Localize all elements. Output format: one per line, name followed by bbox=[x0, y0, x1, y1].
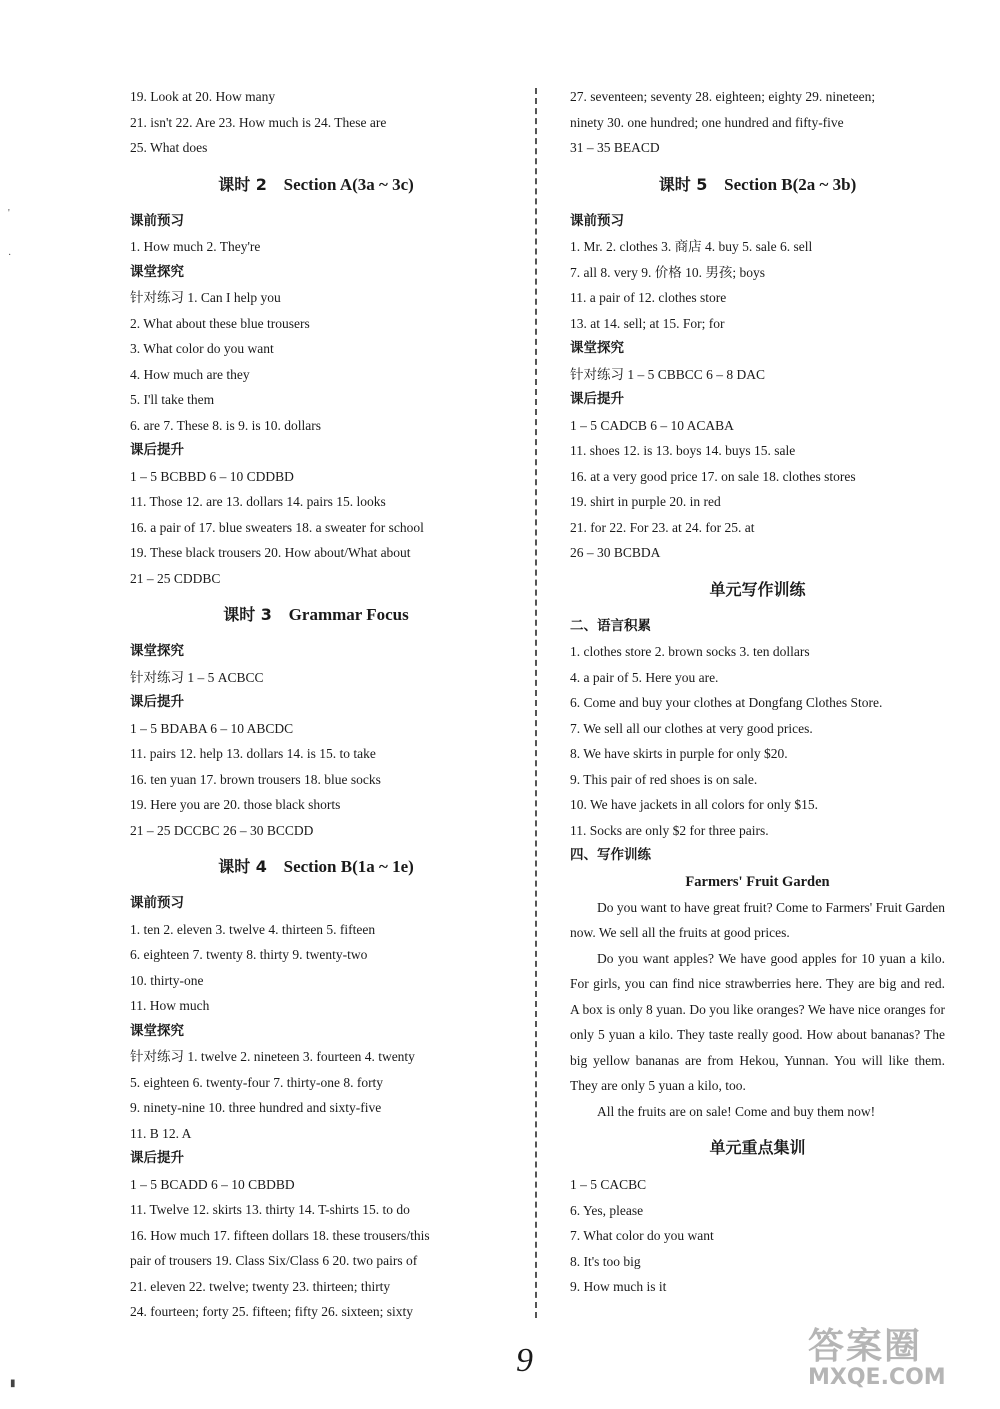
section-heading-writing: 单元写作训练 bbox=[709, 579, 806, 599]
answer-line: 1. How much 2. They're bbox=[130, 239, 261, 254]
answer-line: 25. What does bbox=[130, 140, 208, 155]
section-heading-lesson-4 bbox=[130, 843, 502, 891]
answer-line: 11. B 12. A bbox=[130, 1125, 192, 1141]
answer-line: 21. for 22. For 23. at 24. for 25. at bbox=[570, 519, 755, 535]
section-heading-lesson-3 bbox=[130, 591, 502, 639]
answer-line: 4. a pair of 5. Here you are. bbox=[570, 669, 719, 685]
composition-paragraph: All the fruits are on sale! Come and buy them now! bbox=[597, 1103, 876, 1119]
lesson-label: 课时 3 bbox=[223, 605, 272, 624]
lesson-title: Section B(2a ~ 3b) bbox=[724, 174, 857, 194]
lesson-title: Grammar Focus bbox=[288, 605, 409, 624]
answer-line: 1. Mr. 2. clothes 3. 商店 4. buy 5. sale 6. sell bbox=[570, 239, 813, 254]
sub-heading-preview: 课前预习 bbox=[130, 212, 184, 229]
sub-heading-writing-practice: 四、写作训练 bbox=[570, 847, 651, 863]
answer-line: 8. We have skirts in purple for only $20. bbox=[570, 746, 788, 761]
answer-line: 6. Come and buy your clothes at Dongfang Clothes Store. bbox=[570, 695, 883, 710]
answer-line: 6. eighteen 7. twenty 8. thirty 9. twenty-two bbox=[130, 947, 368, 962]
answer-line: 9. ninety-nine 10. three hundred and sixty-five bbox=[130, 1100, 382, 1115]
answer-lines-top bbox=[130, 84, 502, 161]
composition-paragraph: Do you want apples? We have good apples for 10 yuan a kilo. For girls, you can find nice strawberries here. They are big and red. A box is only 8 yuan. Do you like oranges? We have nice oranges for only 5 yuan a kilo. They taste really good. How about bananas? The big yellow bananas are from Hekou, Yunnan. You will like them. They are only 5 yuan a kilo, too. bbox=[570, 950, 945, 1093]
sub-heading-after: 课后提升 bbox=[130, 1150, 184, 1166]
answer-line: 11. Socks are only $2 for three pairs. bbox=[570, 822, 769, 838]
scan-mark: ▮ bbox=[10, 1378, 16, 1389]
answer-line: 6. are 7. These 8. is 9. is 10. dollars bbox=[130, 417, 321, 433]
answer-line: 27. seventeen; seventy 28. eighteen; eighty 29. nineteen; bbox=[570, 89, 876, 104]
answer-line: 16. How much 17. fifteen dollars 18. these trousers/this bbox=[130, 1227, 430, 1243]
composition-paragraph: Do you want to have great fruit? Come to Farmers' Fruit Garden now. We sell all the fruits at good prices. bbox=[570, 899, 945, 940]
answer-line: 11. How much bbox=[130, 998, 210, 1013]
answer-line: 19. These black trousers 20. How about/What about bbox=[130, 545, 411, 560]
answer-line: 1 – 5 BCBBD 6 – 10 CDDBD bbox=[130, 468, 294, 484]
section-heading-lesson-5 bbox=[570, 161, 945, 209]
sub-heading-class: 课堂探究 bbox=[130, 643, 184, 659]
answer-line: 19. shirt in purple 20. in red bbox=[570, 494, 721, 509]
answer-line: 11. shoes 12. is 13. boys 14. buys 15. sale bbox=[570, 443, 796, 458]
sub-heading-after: 课后提升 bbox=[130, 442, 184, 458]
answer-line: 7. We sell all our clothes at very good prices. bbox=[570, 720, 813, 736]
answer-line: 2. What about these blue trousers bbox=[130, 315, 310, 331]
answer-line: pair of trousers 19. Class Six/Class 6 20. two pairs of bbox=[130, 1253, 418, 1268]
sub-heading-class: 课堂探究 bbox=[130, 263, 184, 280]
scan-mark: · bbox=[8, 250, 12, 261]
answer-line: 4. How much are they bbox=[130, 366, 250, 382]
lesson-label: 课时 2 bbox=[218, 174, 267, 194]
lesson-label: 课时 5 bbox=[658, 174, 708, 194]
lesson-title: Section A(3a ~ 3c) bbox=[283, 174, 414, 194]
answer-line: 1 – 5 BCADD 6 – 10 CBDBD bbox=[130, 1176, 295, 1192]
answer-line: 1. ten 2. eleven 3. twelve 4. thirteen 5. fifteen bbox=[130, 921, 376, 937]
answer-line: 21 – 25 CDDBC bbox=[130, 570, 221, 586]
sub-heading-preview: 课前预习 bbox=[570, 212, 624, 229]
sub-heading-after: 课后提升 bbox=[130, 694, 184, 710]
answer-line: 1. clothes store 2. brown socks 3. ten dollars bbox=[570, 644, 810, 659]
answer-line: 10. We have jackets in all colors for only $15. bbox=[570, 797, 818, 812]
section-heading-lesson-2 bbox=[130, 161, 502, 209]
answer-line: 13. at 14. sell; at 15. For; for bbox=[570, 315, 725, 331]
answer-line: 26 – 30 BCBDA bbox=[570, 545, 661, 560]
answer-line: 针对练习 1 – 5 ACBCC bbox=[130, 669, 264, 685]
answer-line: 16. at a very good price 17. on sale 18. clothes stores bbox=[570, 468, 856, 484]
scan-mark: ' bbox=[8, 208, 10, 219]
answer-line: 针对练习 1. twelve 2. nineteen 3. fourteen 4. twenty bbox=[130, 1049, 415, 1064]
answer-line: 9. This pair of red shoes is on sale. bbox=[570, 771, 758, 787]
lesson-title: Section B(1a ~ 1e) bbox=[283, 857, 414, 876]
answer-line: 11. Those 12. are 13. dollars 14. pairs 15. looks bbox=[130, 494, 386, 509]
sub-heading-class: 课堂探究 bbox=[570, 340, 624, 356]
answer-line: 21 – 25 DCCBC 26 – 30 BCCDD bbox=[130, 822, 314, 838]
watermark-logo bbox=[808, 1318, 946, 1390]
answer-line: 11. a pair of 12. clothes store bbox=[570, 290, 727, 305]
answer-line: ninety 30. one hundred; one hundred and fifty-five bbox=[570, 114, 844, 130]
answer-line: 31 – 35 BEACD bbox=[570, 140, 660, 155]
answer-line: 16. a pair of 17. blue sweaters 18. a sweater for school bbox=[130, 519, 424, 535]
composition-title: Farmers' Fruit Garden bbox=[685, 873, 830, 890]
answer-line: 8. It's too big bbox=[570, 1253, 641, 1269]
answer-line: 3. What color do you want bbox=[130, 341, 274, 356]
answer-line: 11. pairs 12. help 13. dollars 14. is 15. to take bbox=[130, 746, 376, 761]
answer-line: 24. fourteen; forty 25. fifteen; fifty 26. sixteen; sixty bbox=[130, 1304, 414, 1319]
column-divider bbox=[535, 88, 537, 1318]
answer-line: 1 – 5 BDABA 6 – 10 ABCDC bbox=[130, 720, 294, 736]
sub-heading-class: 课堂探究 bbox=[130, 1022, 184, 1039]
left-column bbox=[130, 84, 502, 1325]
answer-line: 9. How much is it bbox=[570, 1279, 667, 1294]
answer-line: 1 – 5 CADCB 6 – 10 ACABA bbox=[570, 417, 734, 433]
page-number: 9 bbox=[516, 1342, 533, 1379]
answer-line: 5. eighteen 6. twenty-four 7. thirty-one 8. forty bbox=[130, 1074, 384, 1090]
answer-line: 针对练习 1 – 5 CBBCC 6 – 8 DAC bbox=[570, 366, 766, 382]
answer-line: 21. isn't 22. Are 23. How much is 24. These are bbox=[130, 114, 387, 130]
answer-line: 5. I'll take them bbox=[130, 392, 215, 407]
answer-line: 针对练习 1. Can I help you bbox=[130, 290, 281, 305]
sub-heading-preview: 课前预习 bbox=[130, 895, 184, 911]
section-heading-review: 单元重点集训 bbox=[709, 1138, 806, 1157]
sub-heading-language: 二、语言积累 bbox=[570, 617, 651, 634]
answer-line: 21. eleven 22. twelve; twenty 23. thirteen; thirty bbox=[130, 1278, 391, 1294]
sub-heading-after: 课后提升 bbox=[570, 391, 624, 407]
watermark-url: MXQE.COM bbox=[808, 1365, 946, 1390]
answer-line: 19. Here you are 20. those black shorts bbox=[130, 797, 341, 812]
answer-line: 11. Twelve 12. skirts 13. thirty 14. T-shirts 15. to do bbox=[130, 1202, 410, 1217]
answer-line: 19. Look at 20. How many bbox=[130, 89, 276, 104]
answer-line: 7. all 8. very 9. 价格 10. 男孩; boys bbox=[570, 264, 765, 280]
answer-line: 1 – 5 CACBC bbox=[570, 1177, 647, 1192]
answer-line: 7. What color do you want bbox=[570, 1228, 714, 1243]
answer-line: 16. ten yuan 17. brown trousers 18. blue socks bbox=[130, 771, 381, 787]
right-column bbox=[570, 84, 945, 1300]
answer-line: 10. thirty-one bbox=[130, 972, 204, 988]
answer-line: 6. Yes, please bbox=[570, 1202, 644, 1218]
watermark-text: 答案圈 bbox=[808, 1326, 923, 1367]
lesson-label: 课时 4 bbox=[218, 857, 267, 876]
